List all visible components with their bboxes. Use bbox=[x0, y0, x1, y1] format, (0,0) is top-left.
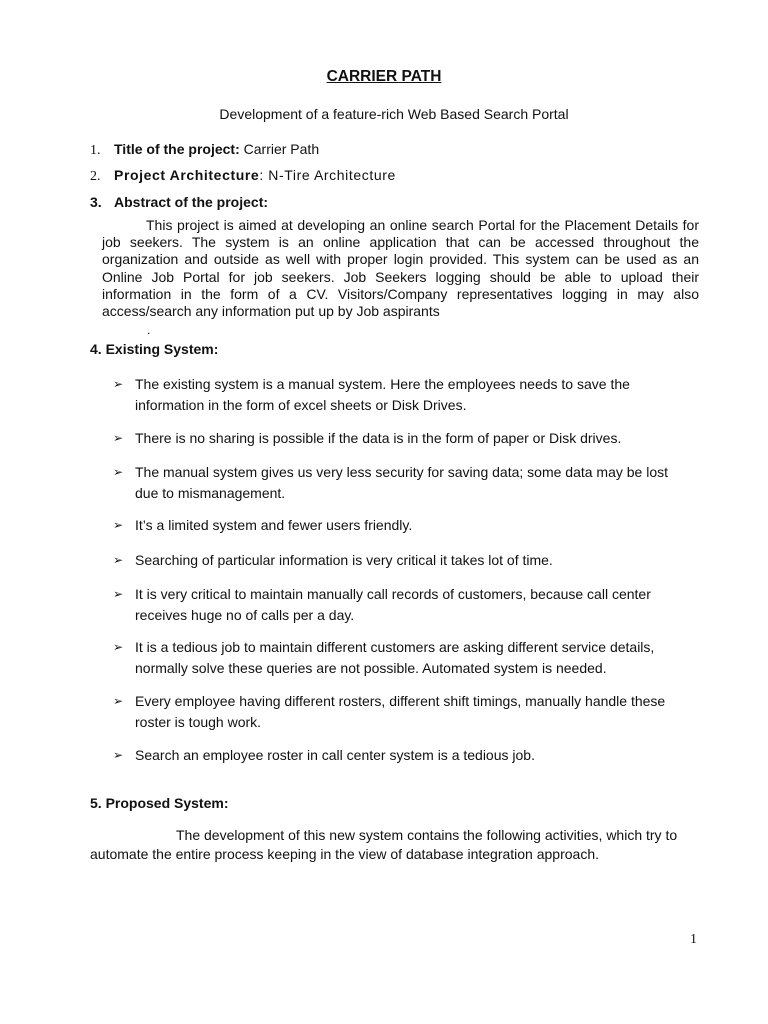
existing-system-item bbox=[113, 428, 693, 449]
list-item-text: Searching of particular information is very critical it takes lot of time. bbox=[135, 552, 553, 568]
list-item-text: The manual system gives us very less security for saving data; some data may be lost due to mismanagement. bbox=[135, 464, 669, 501]
section-number: 2. bbox=[90, 169, 101, 184]
list-item-text: Every employee having different rosters, different shift timings, manually handle these roster is tough work. bbox=[135, 693, 666, 730]
arrow-bullet-icon: ➢ bbox=[113, 553, 124, 567]
section-number: 1. bbox=[90, 143, 101, 158]
list-item-text: Search an employee roster in call center system is a tedious job. bbox=[135, 747, 535, 763]
arrow-bullet-icon: ➢ bbox=[113, 748, 124, 762]
list-item-text: There is no sharing is possible if the data is in the form of paper or Disk drives. bbox=[135, 430, 622, 446]
list-item-text: It is very critical to maintain manually call records of customers, because call center receives huge no of calls per a day. bbox=[135, 586, 651, 623]
existing-system-item bbox=[113, 584, 693, 625]
arrow-bullet-icon: ➢ bbox=[113, 640, 124, 654]
existing-system-item bbox=[113, 637, 693, 678]
list-item-text: It is a tedious job to maintain different customers are asking different service details, normally solve these queries are not possible. Automated system is needed. bbox=[135, 639, 655, 676]
arrow-bullet-icon: ➢ bbox=[113, 518, 124, 532]
abstract-paragraph bbox=[102, 217, 699, 320]
section-value: Carrier Path bbox=[239, 141, 320, 157]
section-project-architecture bbox=[90, 167, 396, 185]
section-abstract-heading bbox=[90, 194, 268, 210]
arrow-bullet-icon: ➢ bbox=[113, 587, 124, 601]
existing-system-item bbox=[113, 374, 693, 415]
section-label: Project Architecture bbox=[114, 167, 260, 183]
section-number: 3. bbox=[90, 194, 102, 210]
section-proposed-system-heading: 5. Proposed System: bbox=[90, 795, 229, 811]
abstract-trailing-dot: . bbox=[147, 323, 151, 337]
existing-system-item bbox=[113, 462, 693, 503]
arrow-bullet-icon: ➢ bbox=[113, 465, 124, 479]
page-number: 1 bbox=[690, 932, 697, 947]
existing-system-item bbox=[113, 745, 693, 766]
document-title: CARRIER PATH bbox=[326, 68, 442, 85]
list-item-text: The existing system is a manual system. Here the employees needs to save the information in the form of excel sheets or Disk Drives. bbox=[135, 376, 630, 413]
document-subtitle: Development of a feature-rich Web Based Search Portal bbox=[219, 106, 569, 122]
section-label: Abstract of the project: bbox=[114, 194, 269, 210]
arrow-bullet-icon: ➢ bbox=[113, 694, 124, 708]
section-title-of-project bbox=[90, 141, 319, 159]
arrow-bullet-icon: ➢ bbox=[113, 377, 124, 391]
existing-system-item bbox=[113, 691, 693, 732]
proposed-text: The development of this new system contains the following activities, which try to automate the entire process keeping in the view of database integration approach. bbox=[90, 827, 678, 862]
existing-system-item bbox=[113, 550, 693, 571]
proposed-system-paragraph bbox=[90, 826, 700, 864]
section-value: : N-Tire Architecture bbox=[259, 167, 396, 183]
abstract-text: This project is aimed at developing an online search Portal for the Placement Details for job seekers. The system is an online application that can be accessed throughout the organization and outside as well with proper login provided. This system can be used as an Online Job Portal for job seekers. Job Seekers logging should be able to upload their information in the form of a CV. Visitors/Company representatives logging in may also access/search any information put up by Job aspirants bbox=[102, 217, 699, 320]
list-item-text: It’s a limited system and fewer users friendly. bbox=[135, 517, 413, 533]
section-label: Title of the project: bbox=[114, 141, 240, 157]
existing-system-item bbox=[113, 515, 693, 536]
section-existing-system-heading: 4. Existing System: bbox=[90, 341, 219, 357]
arrow-bullet-icon: ➢ bbox=[113, 431, 124, 445]
